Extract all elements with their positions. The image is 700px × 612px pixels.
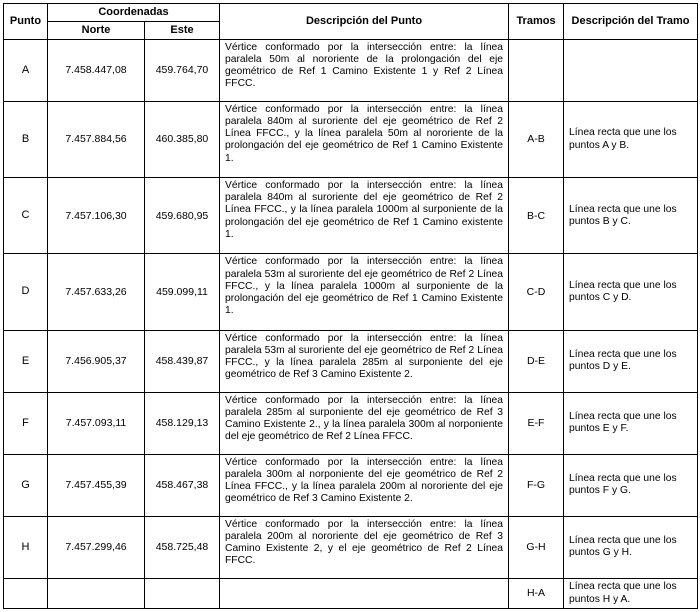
table-row: [4, 39, 698, 101]
cell-descripcion-punto: Vértice conformado por la intersección entre: la línea paralela 53m al suroriente del eje geométrico de Ref 2 Línea FFCC., y la línea paralela 285m al surponiente del eje geométrico de Ref 3 Camino Existente 2.: [220, 330, 509, 392]
cell-norte: 7.457.106,30: [48, 178, 145, 254]
cell-descripcion-tramo: Línea recta que une los puntos G y H.: [564, 516, 698, 578]
header-descripcion-punto: Descripción del Punto: [220, 4, 509, 40]
cell-punto: E: [4, 330, 48, 392]
cell-descripcion-tramo: Línea recta que une los puntos E y F.: [564, 392, 698, 454]
cell-este: 458.467,38: [145, 454, 220, 516]
header-descripcion-tramo: Descripción del Tramo: [564, 4, 698, 40]
cell-descripcion-punto: Vértice conformado por la intersección entre: la línea paralela 50m al nororiente de la prolongación del eje geométrico de Ref 1 Camino Existente 1 y Ref 2 Línea FFCC.: [220, 39, 509, 101]
header-este: Este: [145, 21, 220, 39]
cell-descripcion-tramo: [564, 39, 698, 101]
cell-norte: 7.457.093,11: [48, 392, 145, 454]
cell-punto: D: [4, 254, 48, 330]
cell-descripcion-punto: Vértice conformado por la intersección entre: la línea paralela 285m al surponiente del eje geométrico de Ref 3 Camino Existente 2., y la línea paralela 300m al norponiente del eje geométrico de Ref 2 Línea FFCC.: [220, 392, 509, 454]
cell-este: [145, 579, 220, 609]
cell-punto: [4, 579, 48, 609]
cell-descripcion-tramo: Línea recta que une los puntos D y E.: [564, 330, 698, 392]
cell-este: 460.385,80: [145, 102, 220, 178]
table-row: [4, 330, 698, 392]
cell-norte: 7.457.299,46: [48, 516, 145, 578]
table-row: [4, 454, 698, 516]
cell-punto: H: [4, 516, 48, 578]
header-norte: Norte: [48, 21, 145, 39]
cell-tramo: C-D: [509, 254, 564, 330]
cell-descripcion-punto: Vértice conformado por la intersección entre: la línea paralela 300m al norponiente del eje geométrico de Ref 2 Línea FFCC., y la línea paralela 200m al nororiente del eje geométrico de Ref 3 Camino Existente 2.: [220, 454, 509, 516]
table-row: [4, 102, 698, 178]
cell-tramo: E-F: [509, 392, 564, 454]
cell-punto: A: [4, 39, 48, 101]
cell-descripcion-punto: [220, 579, 509, 609]
header-punto: Punto: [4, 4, 48, 40]
table-row: [4, 579, 698, 609]
cell-tramo: D-E: [509, 330, 564, 392]
cell-descripcion-punto: Vértice conformado por la intersección entre: la línea paralela 840m al suroriente del eje geométrico de Ref 2 Línea FFCC., y la línea paralela 50m al nororiente de la prolongación del eje geométrico de Ref 1 Camino Existente 1.: [220, 102, 509, 178]
cell-descripcion-tramo: Línea recta que une los puntos A y B.: [564, 102, 698, 178]
cell-norte: 7.457.455,39: [48, 454, 145, 516]
table-row: [4, 178, 698, 254]
cell-tramo: [509, 39, 564, 101]
cell-descripcion-tramo: Línea recta que une los puntos C y D.: [564, 254, 698, 330]
cell-punto: G: [4, 454, 48, 516]
header-coordenadas: Coordenadas: [48, 4, 220, 22]
cell-tramo: A-B: [509, 102, 564, 178]
coordinates-table: [3, 3, 698, 609]
cell-este: 459.764,70: [145, 39, 220, 101]
cell-norte: 7.457.884,56: [48, 102, 145, 178]
cell-norte: 7.458.447,08: [48, 39, 145, 101]
cell-este: 459.099,11: [145, 254, 220, 330]
header-row-1: [4, 4, 698, 22]
cell-descripcion-tramo: Línea recta que une los puntos B y C.: [564, 178, 698, 254]
cell-este: 458.439,87: [145, 330, 220, 392]
cell-descripcion-punto: Vértice conformado por la intersección entre: la línea paralela 200m al nororiente del eje geométrico de Ref 3 Camino Existente 2, y el eje geométrico de Ref 2 Línea FFCC.: [220, 516, 509, 578]
cell-descripcion-tramo: Línea recta que une los puntos F y G.: [564, 454, 698, 516]
cell-punto: C: [4, 178, 48, 254]
cell-tramo: F-G: [509, 454, 564, 516]
cell-este: 458.129,13: [145, 392, 220, 454]
cell-norte: 7.457.633,26: [48, 254, 145, 330]
header-tramos: Tramos: [509, 4, 564, 40]
table-row: [4, 254, 698, 330]
cell-este: 458.725,48: [145, 516, 220, 578]
cell-tramo: B-C: [509, 178, 564, 254]
cell-punto: F: [4, 392, 48, 454]
cell-descripcion-punto: Vértice conformado por la intersección entre: la línea paralela 53m al suroriente del eje geométrico de Ref 2 Línea FFCC., y la línea paralela 1000m al surponiente de la prolongación del eje geométrico de Ref 1 Camino Existente 1.: [220, 254, 509, 330]
cell-norte: 7.456.905,37: [48, 330, 145, 392]
cell-este: 459.680,95: [145, 178, 220, 254]
table-row: [4, 516, 698, 578]
cell-descripcion-tramo: Línea recta que une los puntos H y A.: [564, 579, 698, 609]
cell-norte: [48, 579, 145, 609]
table-row: [4, 392, 698, 454]
cell-tramo: H-A: [509, 579, 564, 609]
cell-descripcion-punto: Vértice conformado por la intersección entre: la línea paralela 840m al suroriente del eje geométrico de Ref 2 Línea FFCC., y la línea paralela 1000m al surponiente de la prolongación del eje geométrico de Ref 1 Camino existente 1.: [220, 178, 509, 254]
cell-punto: B: [4, 102, 48, 178]
cell-tramo: G-H: [509, 516, 564, 578]
